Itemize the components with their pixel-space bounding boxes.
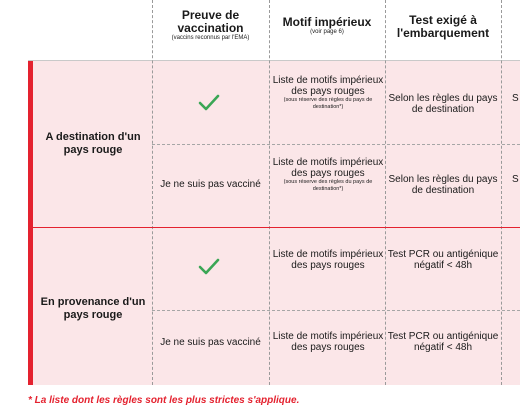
- group-label-provenance: En provenance d'un pays rouge: [40, 296, 146, 321]
- header-vaccination-subtitle: (vaccins reconnus par l'EMA): [171, 35, 250, 41]
- row-divider: [152, 310, 520, 311]
- column-divider: [501, 0, 502, 385]
- motif-note: (sous réserve des règles du pays de destination*): [283, 179, 373, 192]
- header-motif-title: Motif impérieux: [282, 15, 372, 29]
- motif-text: Liste de motifs impérieux des pays rouges: [272, 75, 384, 97]
- motif-note: (sous réserve des règles du pays de destination*): [283, 97, 373, 110]
- motif-cell: Liste de motifs impérieux des pays rouges: [272, 331, 384, 353]
- group-label-destination: A destination d'un pays rouge: [45, 131, 141, 156]
- header-motif-subtitle: (voir page 6): [310, 29, 344, 35]
- header-test-title: Test exigé à l'embarquement: [396, 13, 490, 40]
- test-cell: Test PCR ou antigénique négatif < 48h: [387, 249, 499, 271]
- next-column-cell: S: [512, 93, 519, 104]
- motif-cell: [272, 75, 384, 111]
- footnote: * La liste dont les règles sont les plus strictes s'applique.: [28, 395, 300, 406]
- group-divider: [33, 227, 520, 228]
- check-icon: [198, 93, 220, 113]
- check-icon: [198, 257, 220, 277]
- column-divider: [269, 0, 270, 385]
- red-accent-bar: [28, 61, 33, 385]
- header-test: [385, 0, 501, 58]
- vaccination-cell: Je ne suis pas vacciné: [160, 179, 261, 190]
- next-column-cell: S: [512, 174, 519, 185]
- column-divider: [152, 0, 153, 385]
- test-cell: Test PCR ou antigénique négatif < 48h: [387, 331, 499, 353]
- header-vaccination: [152, 0, 269, 58]
- test-cell: Selon les règles du pays de destination: [388, 174, 498, 196]
- header-divider: [28, 60, 520, 61]
- header-motif: [269, 0, 385, 58]
- row-divider: [152, 144, 520, 145]
- motif-cell: [272, 157, 384, 193]
- vaccination-cell: Je ne suis pas vacciné: [160, 337, 261, 348]
- header-vaccination-title: Preuve de vaccination: [177, 8, 244, 35]
- motif-text: Liste de motifs impérieux des pays rouges: [272, 157, 384, 179]
- motif-cell: Liste de motifs impérieux des pays rouges: [272, 249, 384, 271]
- test-cell: Selon les règles du pays de destination: [388, 93, 498, 115]
